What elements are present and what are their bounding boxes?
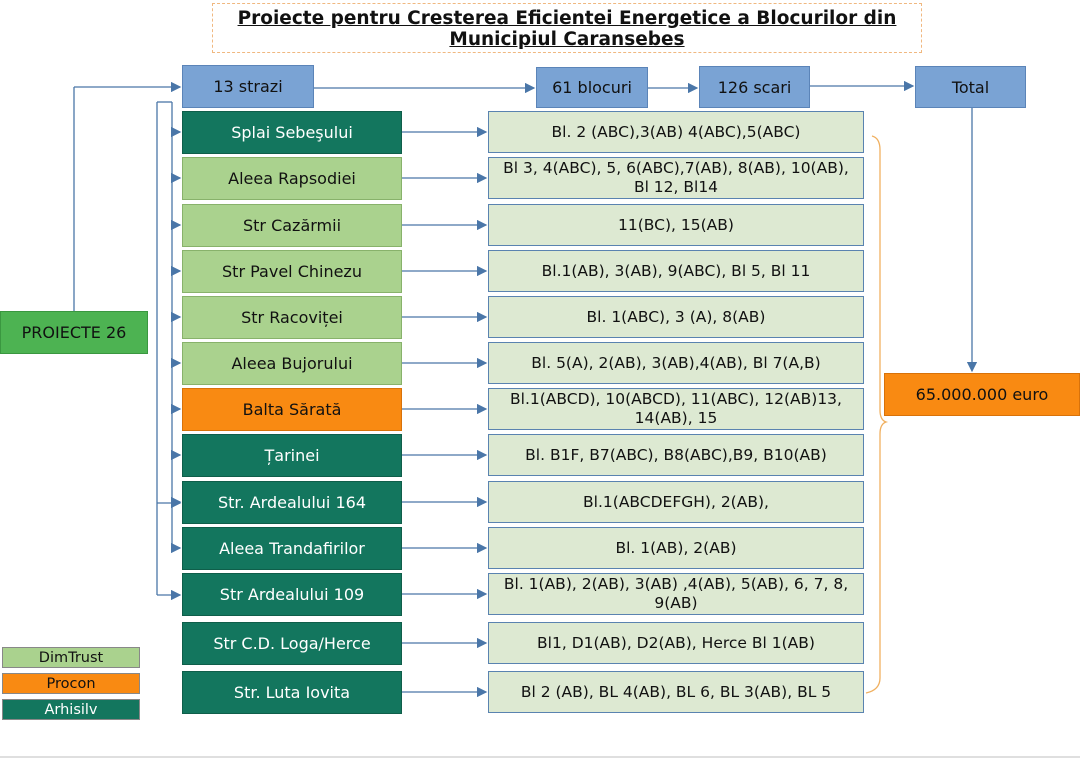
projects-count-box: PROIECTE 26 [0,311,148,354]
legend-item: Procon [2,673,140,694]
street-box: Aleea Trandafirilor [182,527,402,570]
title-line-1: Proiecte pentru Cresterea Eficientei Energetice a Blocurilor din [237,8,897,29]
street-box: Aleea Bujorului [182,342,402,385]
blocks-detail-box: Bl. 1(AB), 2(AB), 3(AB) ,4(AB), 5(AB), 6, 7, 8, 9(AB) [488,573,864,615]
street-box: Str Pavel Chinezu [182,250,402,293]
legend-item: DimTrust [2,647,140,668]
summary-brace [866,136,886,693]
blocks-detail-box: Bl. 5(A), 2(AB), 3(AB),4(AB), Bl 7(A,B) [488,342,864,384]
street-box: Str Racoviței [182,296,402,339]
legend-item: Arhisilv [2,699,140,720]
street-box: Aleea Rapsodiei [182,157,402,200]
street-box: Splai Sebeşului [182,111,402,154]
blocks-detail-box: Bl. 1(ABC), 3 (A), 8(AB) [488,296,864,338]
blocks-detail-box: 11(BC), 15(AB) [488,204,864,246]
stairs-count-box: 126 scari [699,66,810,108]
blocks-detail-box: Bl. 2 (ABC),3(AB) 4(ABC),5(ABC) [488,111,864,153]
blocks-detail-box: Bl. B1F, B7(ABC), B8(ABC),B9, B10(AB) [488,434,864,476]
street-box: Str C.D. Loga/Herce [182,622,402,665]
street-box: Str. Luta Iovita [182,671,402,714]
title-line-2: Municipiul Caransebes [449,29,685,50]
total-value-box: 65.000.000 euro [884,373,1080,416]
blocks-detail-box: Bl.1(ABCD), 10(ABCD), 11(ABC), 12(AB)13, 14(AB), 15 [488,388,864,430]
blocks-detail-box: Bl 3, 4(ABC), 5, 6(ABC),7(AB), 8(AB), 10(AB), Bl 12, Bl14 [488,157,864,199]
streets-count-box: 13 strazi [182,65,314,108]
street-box: Str Ardealului 109 [182,573,402,616]
blocks-detail-box: Bl1, D1(AB), D2(AB), Herce Bl 1(AB) [488,622,864,664]
street-box: Str. Ardealului 164 [182,481,402,524]
blocks-detail-box: Bl.1(ABCDEFGH), 2(AB), [488,481,864,523]
street-box: Balta Sărată [182,388,402,431]
street-box: Țarinei [182,434,402,477]
total-box: Total [915,66,1026,108]
blocks-count-box: 61 blocuri [536,67,648,108]
street-box: Str Cazărmii [182,204,402,247]
blocks-detail-box: Bl.1(AB), 3(AB), 9(ABC), Bl 5, Bl 11 [488,250,864,292]
blocks-detail-box: Bl. 1(AB), 2(AB) [488,527,864,569]
blocks-detail-box: Bl 2 (AB), BL 4(AB), BL 6, BL 3(AB), BL 5 [488,671,864,713]
